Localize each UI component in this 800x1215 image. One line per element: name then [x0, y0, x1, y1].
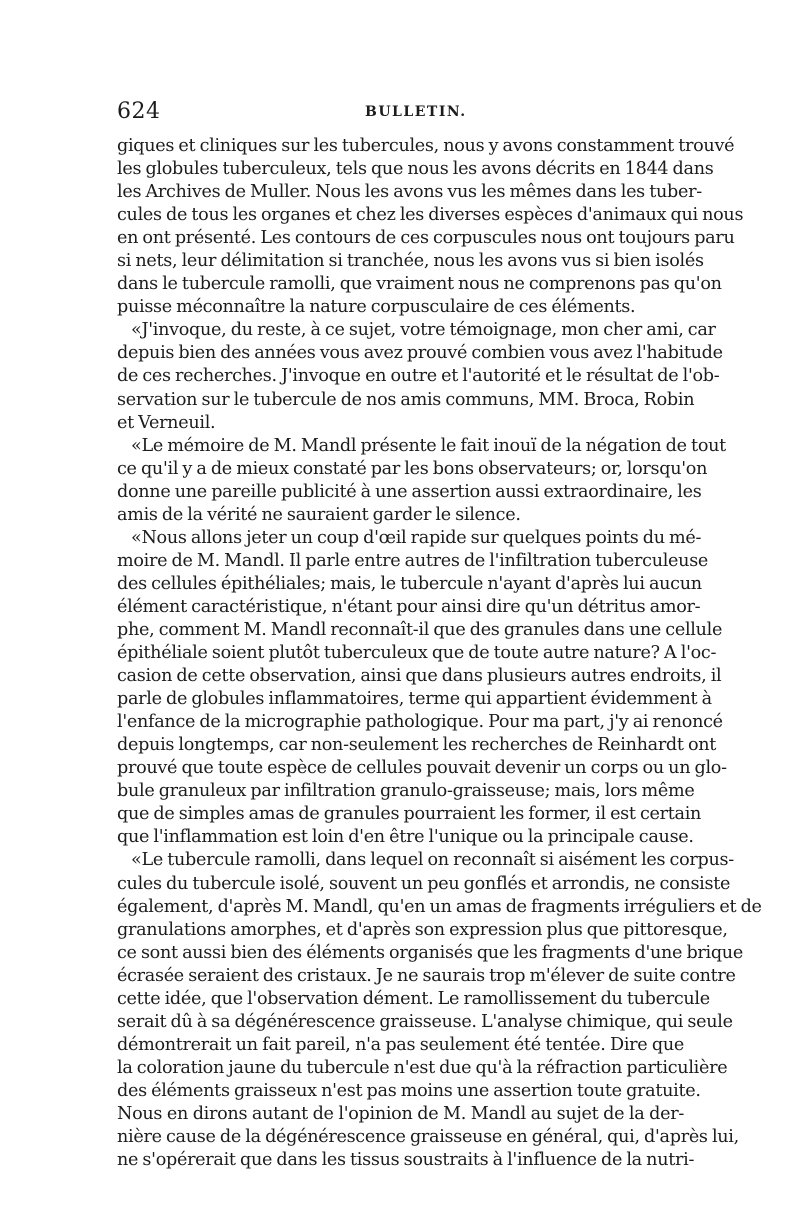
text-line: parle de globules inflammatoires, terme qui appartient évidemment à: [117, 689, 712, 710]
text-line: des éléments graisseux n'est pas moins une assertion toute gratuite.: [117, 1080, 701, 1101]
text-line: la coloration jaune du tubercule n'est due qu'à la réfraction particulière: [117, 1057, 728, 1078]
text-line: cette idée, que l'observation dément. Le ramollissement du tubercule: [117, 988, 710, 1009]
text-line: servation sur le tubercule de nos amis communs, MM. Broca, Robin: [117, 389, 695, 410]
text-line: que l'inflammation est loin d'en être l'unique ou la principale cause.: [117, 827, 694, 848]
text-line: bule granuleux par infiltration granulo-graisseuse; mais, lors même: [117, 781, 695, 802]
text-line: en ont présenté. Les contours de ces corpuscules nous ont toujours paru: [117, 228, 735, 249]
text-line: ce sont aussi bien des éléments organisés que les fragments d'une brique: [117, 942, 743, 963]
text-line: «Nous allons jeter un coup d'œil rapide sur quelques points du mé-: [131, 527, 702, 548]
text-line: élément caractéristique, n'étant pour ainsi dire qu'un détritus amor-: [117, 596, 701, 617]
text-line: écrasée seraient des cristaux. Je ne saurais trop m'élever de suite contre: [117, 965, 736, 986]
text-line: amis de la vérité ne sauraient garder le silence.: [117, 504, 521, 525]
text-line: démontrerait un fait pareil, n'a pas seulement été tentée. Dire que: [117, 1034, 684, 1055]
text-line: «J'invoque, du reste, à ce sujet, votre témoignage, mon cher ami, car: [131, 320, 716, 341]
text-line: de ces recherches. J'invoque en outre et l'autorité et le résultat de l'ob-: [117, 366, 720, 387]
text-line: si nets, leur délimitation si tranchée, nous les avons vus si bien isolés: [117, 251, 704, 272]
text-line: cules du tubercule isolé, souvent un peu gonflés et arrondis, ne consiste: [117, 873, 731, 894]
text-line: depuis longtemps, car non-seulement les recherches de Reinhardt ont: [117, 735, 717, 756]
text-line: des cellules épithéliales; mais, le tubercule n'ayant d'après lui aucun: [117, 573, 702, 594]
text-line: phe, comment M. Mandl reconnaît-il que des granules dans une cellule: [117, 619, 723, 640]
text-line: cules de tous les organes et chez les diverses espèces d'animaux qui nous: [117, 205, 744, 226]
text-line: prouvé que toute espèce de cellules pouvait devenir un corps ou un glo-: [117, 758, 727, 779]
text-line: les Archives de Muller. Nous les avons vus les mêmes dans les tuber-: [117, 182, 702, 203]
text-line: ne s'opérerait que dans les tissus soustraits à l'influence de la nutri-: [117, 1150, 695, 1171]
text-line: dans le tubercule ramolli, que vraiment nous ne comprenons pas qu'on: [117, 274, 722, 295]
body-text: [117, 135, 762, 1172]
text-line: épithéliale soient plutôt tuberculeux que de toute autre nature? A l'oc-: [117, 643, 717, 664]
text-line: casion de cette observation, ainsi que dans plusieurs autres endroits, il: [117, 666, 722, 687]
text-line: les globules tuberculeux, tels que nous les avons décrits en 1844 dans: [117, 159, 714, 180]
page-number: 624: [117, 99, 161, 124]
text-line: nière cause de la dégénérescence graisseuse en général, qui, d'après lui,: [117, 1127, 739, 1148]
text-line: giques et cliniques sur les tubercules, nous y avons constamment trouvé: [117, 136, 735, 156]
text-line: donne une pareille publicité à une assertion aussi extraordinaire, les: [117, 481, 702, 502]
text-line: que de simples amas de granules pourraient les former, il est certain: [117, 804, 702, 825]
text-line: et Verneuil.: [117, 412, 216, 433]
text-line: «Le tubercule ramolli, dans lequel on reconnaît si aisément les corpus-: [131, 850, 734, 871]
text-line: «Le mémoire de M. Mandl présente le fait inouï de la négation de tout: [131, 435, 726, 456]
text-line: Nous en dirons autant de l'opinion de M. Mandl au sujet de la der-: [117, 1103, 684, 1124]
text-line: puisse méconnaître la nature corpusculaire de ces éléments.: [117, 297, 636, 318]
text-line: également, d'après M. Mandl, qu'en un amas de fragments irréguliers et de: [117, 896, 762, 917]
text-line: ce qu'il y a de mieux constaté par les bons observateurs; or, lorsqu'on: [117, 458, 708, 479]
text-line: granulations amorphes, et d'après son expression plus que pittoresque,: [117, 919, 728, 940]
text-line: depuis bien des années vous avez prouvé combien vous avez l'habitude: [117, 343, 723, 364]
text-line: serait dû à sa dégénérescence graisseuse. L'analyse chimique, qui seule: [117, 1011, 733, 1032]
text-line: l'enfance de la micrographie pathologique. Pour ma part, j'y ai renoncé: [117, 712, 723, 733]
running-head: [117, 99, 684, 127]
text-line: moire de M. Mandl. Il parle entre autres de l'infiltration tuberculeuse: [117, 550, 709, 571]
running-title: BULLETIN.: [365, 104, 467, 120]
